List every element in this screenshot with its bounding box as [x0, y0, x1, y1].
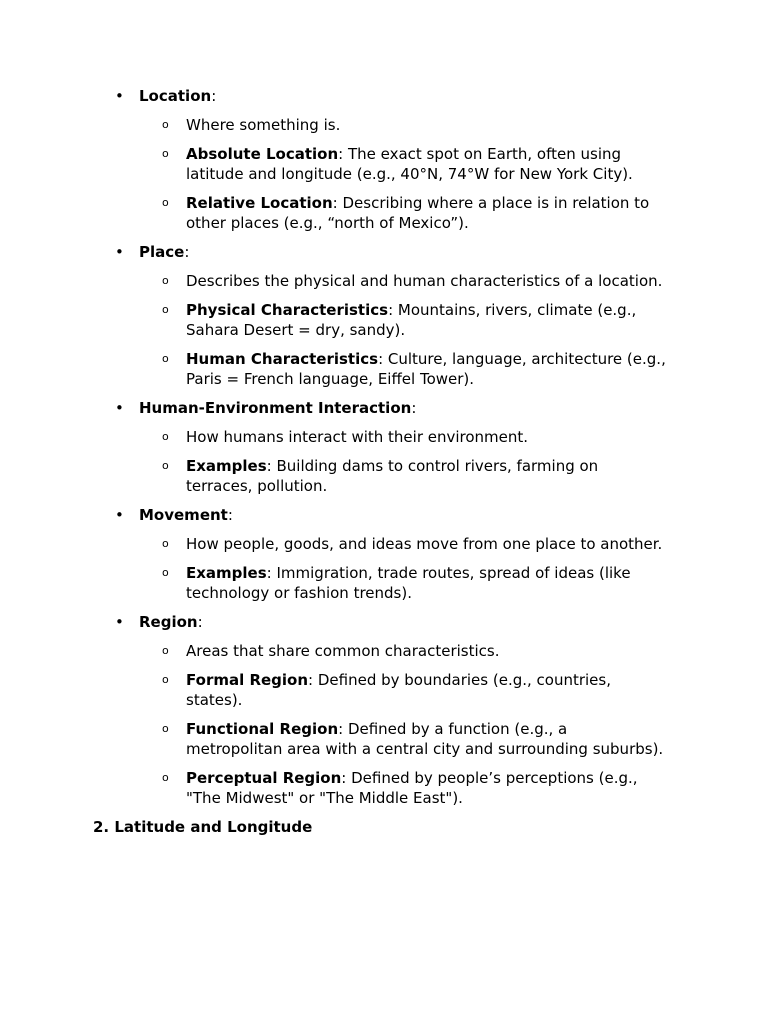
sub-bullet-icon: o	[162, 274, 169, 287]
sub-bullet-icon: o	[162, 566, 169, 579]
topic-title: Location	[139, 87, 212, 105]
sub-item-text: : Defined by boundaries (e.g., countries, states).	[186, 671, 611, 709]
sub-item-text: Areas that share common characteristics.	[186, 642, 500, 660]
sub-item-text: : Describing where a place is in relation to other places (e.g., “north of Mexico”).	[186, 194, 650, 232]
sub-bullet-icon: o	[162, 352, 169, 365]
topic-human-environment-interaction	[0, 398, 768, 496]
sub-item-term: Physical Characteristics	[186, 301, 389, 319]
sub-item	[0, 641, 666, 661]
sub-item-text: : Immigration, trade routes, spread of ideas (like technology or fashion trends).	[186, 564, 631, 602]
sub-item-text: How humans interact with their environment.	[186, 428, 529, 446]
sub-item	[0, 563, 666, 603]
topic-region	[0, 612, 768, 808]
sub-item	[0, 670, 666, 710]
sub-item-text: : The exact spot on Earth, often using latitude and longitude (e.g., 40°N, 74°W for New York City).	[186, 145, 633, 183]
topic-colon: :	[211, 87, 217, 105]
sub-item-text: How people, goods, and ideas move from one place to another.	[186, 535, 663, 553]
sub-item-term: Examples	[186, 564, 267, 582]
sub-item	[0, 193, 666, 233]
sub-item	[0, 144, 666, 184]
topic-heading	[0, 505, 768, 525]
sub-item	[0, 349, 666, 389]
bullet-icon: •	[115, 613, 124, 631]
sub-item-term: Human Characteristics	[186, 350, 379, 368]
topic-title: Movement	[139, 506, 228, 524]
bullet-icon: •	[115, 243, 124, 261]
sub-item	[0, 534, 666, 554]
bullet-icon: •	[115, 87, 124, 105]
topic-colon: :	[227, 506, 233, 524]
sub-item	[0, 271, 666, 291]
sub-item-text: : Defined by a function (e.g., a metropolitan area with a central city and surrounding suburbs).	[186, 720, 664, 758]
sub-bullet-icon: o	[162, 673, 169, 686]
topic-colon: :	[411, 399, 417, 417]
sub-bullet-icon: o	[162, 303, 169, 316]
sub-bullet-icon: o	[162, 459, 169, 472]
sub-bullet-icon: o	[162, 147, 169, 160]
sub-item-text: : Building dams to control rivers, farming on terraces, pollution.	[186, 457, 599, 495]
sub-bullet-icon: o	[162, 196, 169, 209]
sub-item	[0, 456, 666, 496]
topic-heading	[0, 242, 768, 262]
topic-heading	[0, 398, 768, 418]
sub-bullet-icon: o	[162, 644, 169, 657]
bullet-icon: •	[115, 399, 124, 417]
topic-title: Place	[139, 243, 185, 261]
document-content	[0, 86, 768, 837]
sub-item-term: Relative Location	[186, 194, 333, 212]
topic-location	[0, 86, 768, 233]
sub-item	[0, 768, 666, 808]
topic-heading	[0, 612, 768, 632]
topic-colon: :	[184, 243, 190, 261]
sub-bullet-icon: o	[162, 118, 169, 131]
sub-item	[0, 115, 666, 135]
sub-item-term: Formal Region	[186, 671, 309, 689]
topic-title: Human-Environment Interaction	[139, 399, 412, 417]
sub-item-term: Functional Region	[186, 720, 339, 738]
sub-bullet-icon: o	[162, 430, 169, 443]
topic-place	[0, 242, 768, 389]
sub-item-text: Describes the physical and human characteristics of a location.	[186, 272, 663, 290]
sub-bullet-icon: o	[162, 771, 169, 784]
sub-item-term: Perceptual Region	[186, 769, 342, 787]
topic-heading	[0, 86, 768, 106]
sub-item-text: : Culture, language, architecture (e.g., Paris = French language, Eiffel Tower).	[186, 350, 666, 388]
sub-item-text: Where something is.	[186, 116, 341, 134]
sub-bullet-icon: o	[162, 722, 169, 735]
topic-colon: :	[197, 613, 203, 631]
sub-bullet-icon: o	[162, 537, 169, 550]
bullet-icon: •	[115, 506, 124, 524]
sub-item-term: Absolute Location	[186, 145, 339, 163]
sub-item-text: : Mountains, rivers, climate (e.g., Sahara Desert = dry, sandy).	[186, 301, 637, 339]
sub-item-text: : Defined by people’s perceptions (e.g., "The Midwest" or "The Middle East").	[186, 769, 638, 807]
sub-item	[0, 719, 666, 759]
sub-item-term: Examples	[186, 457, 267, 475]
topic-movement	[0, 505, 768, 603]
sub-item	[0, 427, 666, 447]
section-heading: 2. Latitude and Longitude	[93, 818, 313, 836]
topic-title: Region	[139, 613, 198, 631]
sub-item	[0, 300, 666, 340]
